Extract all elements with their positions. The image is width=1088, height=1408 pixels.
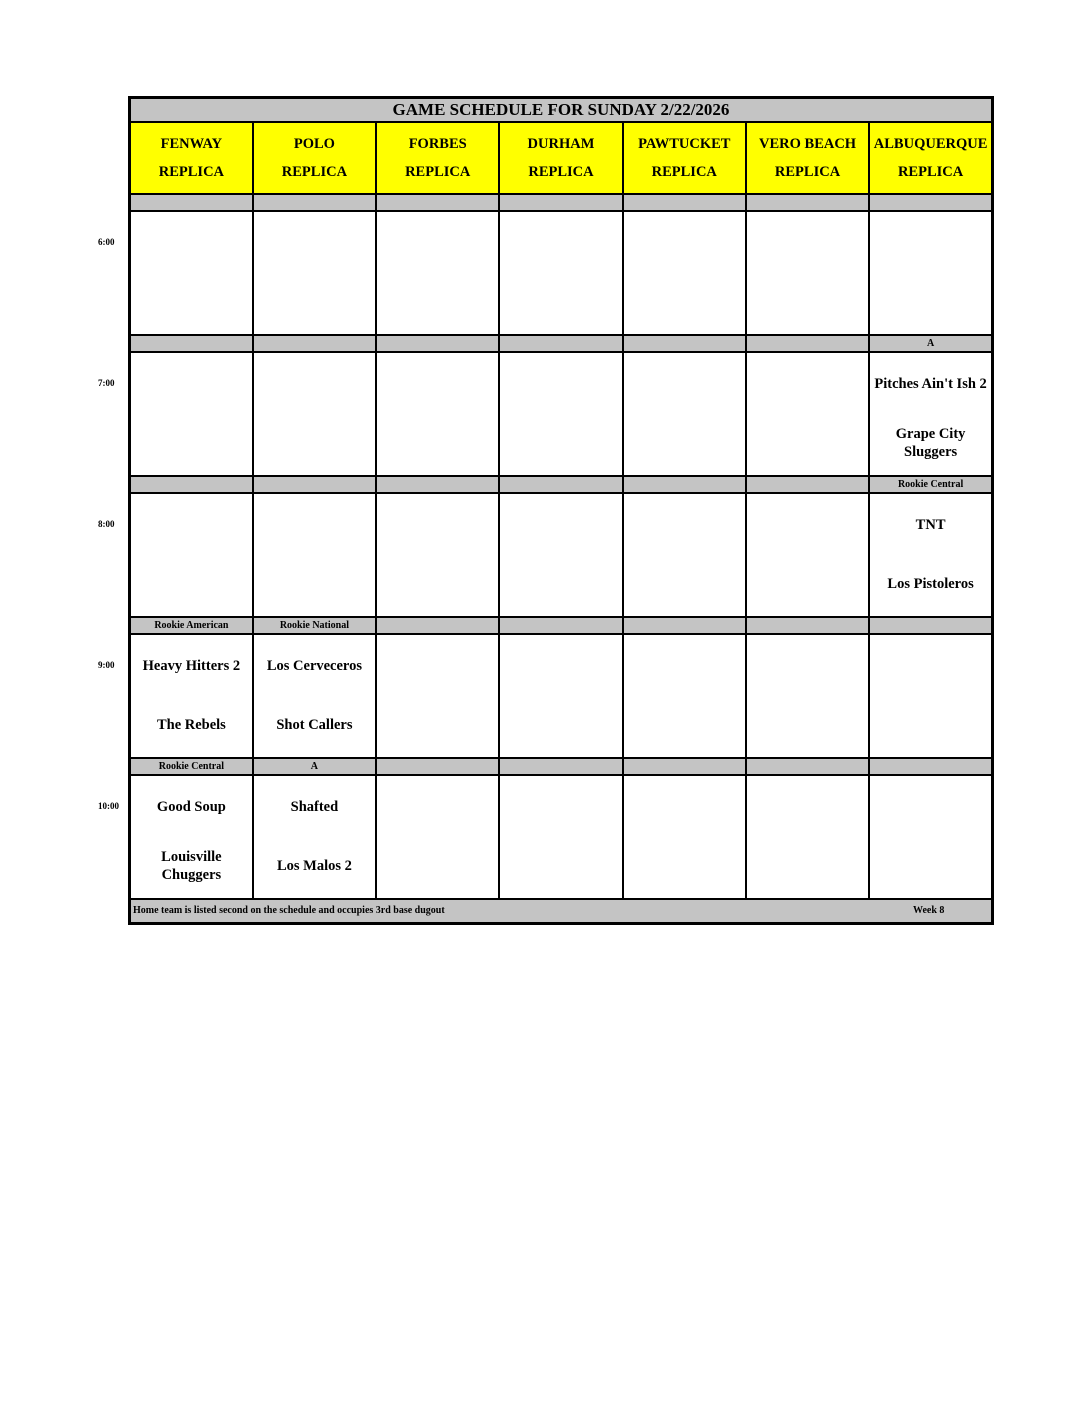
field-subtitle: REPLICA xyxy=(281,164,348,180)
division-label xyxy=(746,758,869,775)
game-cell xyxy=(623,493,746,617)
time-label: 9:00 xyxy=(98,660,115,670)
division-label xyxy=(253,335,376,352)
away-team xyxy=(377,212,498,274)
away-team xyxy=(870,212,991,274)
division-label: A xyxy=(253,758,376,775)
home-team xyxy=(624,556,745,612)
home-team xyxy=(131,556,252,612)
home-team xyxy=(500,274,621,330)
away-team xyxy=(377,635,498,697)
away-team xyxy=(500,353,621,415)
game-cell xyxy=(376,775,499,899)
field-subtitle: REPLICA xyxy=(774,164,841,180)
game-cell xyxy=(869,493,992,617)
field-header-forbes xyxy=(376,122,499,194)
away-team xyxy=(624,353,745,415)
game-cell xyxy=(623,352,746,476)
away-team xyxy=(131,212,252,274)
division-label xyxy=(130,335,253,352)
field-name: POLO xyxy=(293,136,335,152)
time-label: 6:00 xyxy=(98,237,115,247)
away-team: Shafted xyxy=(290,799,339,815)
week-label: Week 8 xyxy=(913,905,945,916)
game-cell xyxy=(130,211,253,335)
game-cell xyxy=(746,211,869,335)
home-team xyxy=(254,274,375,330)
away-team xyxy=(254,494,375,556)
footer-cell xyxy=(130,899,993,924)
game-cell xyxy=(499,775,622,899)
division-label xyxy=(253,476,376,493)
schedule-title: GAME SCHEDULE FOR SUNDAY 2/22/2026 xyxy=(130,98,993,123)
division-row xyxy=(130,476,993,493)
home-team xyxy=(747,415,868,471)
game-cell xyxy=(376,493,499,617)
away-team xyxy=(500,635,621,697)
game-cell xyxy=(499,634,622,758)
division-row xyxy=(130,617,993,634)
game-cell xyxy=(130,634,253,758)
game-cell xyxy=(130,775,253,899)
field-name: FORBES xyxy=(408,136,467,152)
away-team: TNT xyxy=(915,517,946,533)
away-team xyxy=(747,494,868,556)
game-cell xyxy=(869,352,992,476)
spacer-cell xyxy=(253,194,376,211)
field-header-row xyxy=(130,122,993,194)
away-team xyxy=(624,212,745,274)
game-cell xyxy=(499,493,622,617)
time-slot-row-10-00 xyxy=(130,775,993,899)
division-label xyxy=(746,476,869,493)
home-team xyxy=(377,556,498,612)
game-cell xyxy=(623,775,746,899)
home-team: Los Pistoleros xyxy=(887,576,974,592)
game-cell xyxy=(499,211,622,335)
home-team xyxy=(377,274,498,330)
field-name: PAWTUCKET xyxy=(638,136,731,152)
division-label xyxy=(130,476,253,493)
division-label xyxy=(869,758,992,775)
away-team xyxy=(377,494,498,556)
home-team xyxy=(747,838,868,894)
field-subtitle: REPLICA xyxy=(405,164,471,180)
game-cell xyxy=(376,211,499,335)
field-subtitle: REPLICA xyxy=(651,164,717,180)
game-cell xyxy=(253,211,376,335)
away-team xyxy=(254,212,375,274)
home-team xyxy=(624,415,745,471)
field-name: VERO BEACH xyxy=(759,136,857,152)
field-subtitle: REPLICA xyxy=(528,164,594,180)
away-team xyxy=(500,494,621,556)
home-team: The Rebels xyxy=(156,717,226,733)
division-label xyxy=(623,335,746,352)
time-slot-row-7-00 xyxy=(130,352,993,476)
division-label: Rookie Central xyxy=(869,476,992,493)
division-label xyxy=(623,476,746,493)
division-row xyxy=(130,335,993,352)
away-team xyxy=(624,494,745,556)
game-cell xyxy=(623,634,746,758)
home-team: Shot Callers xyxy=(276,717,353,733)
game-cell xyxy=(376,634,499,758)
game-cell xyxy=(869,634,992,758)
time-slot-row-6-00 xyxy=(130,211,993,335)
away-team xyxy=(500,212,621,274)
home-team xyxy=(377,838,498,894)
home-team xyxy=(624,274,745,330)
division-label xyxy=(376,476,499,493)
home-team: Los Malos 2 xyxy=(276,858,352,874)
away-team xyxy=(254,353,375,415)
away-team xyxy=(870,776,991,838)
home-team xyxy=(377,415,498,471)
footer-row xyxy=(130,899,993,924)
away-team: Heavy Hitters 2 xyxy=(142,658,241,674)
division-label: A xyxy=(869,335,992,352)
spacer-cell xyxy=(130,194,253,211)
time-label: 7:00 xyxy=(98,378,115,388)
away-team xyxy=(377,776,498,838)
away-team: Los Cerveceros xyxy=(266,658,362,674)
spacer-cell xyxy=(499,194,622,211)
away-team xyxy=(131,494,252,556)
division-label: Rookie Central xyxy=(130,758,253,775)
field-subtitle: REPLICA xyxy=(158,164,225,180)
home-team xyxy=(624,697,745,753)
away-team xyxy=(747,212,868,274)
home-team xyxy=(500,415,621,471)
game-cell xyxy=(869,775,992,899)
game-cell xyxy=(746,775,869,899)
game-cell xyxy=(746,352,869,476)
spacer-cell xyxy=(869,194,992,211)
field-header-durham xyxy=(499,122,622,194)
schedule-table xyxy=(128,96,994,925)
home-team: Louisville Chuggers xyxy=(161,849,222,883)
home-team xyxy=(500,697,621,753)
division-label xyxy=(499,335,622,352)
away-team xyxy=(500,776,621,838)
division-label xyxy=(376,758,499,775)
home-team xyxy=(747,556,868,612)
home-team xyxy=(500,556,621,612)
home-team xyxy=(131,274,252,330)
away-team xyxy=(377,353,498,415)
game-cell xyxy=(253,634,376,758)
home-team xyxy=(500,838,621,894)
spacer-cell xyxy=(376,194,499,211)
field-header-polo xyxy=(253,122,376,194)
spacer-cell xyxy=(623,194,746,211)
division-label xyxy=(869,617,992,634)
division-label xyxy=(376,335,499,352)
field-header-fenway xyxy=(130,122,253,194)
field-header-vero-beach xyxy=(746,122,869,194)
time-slot-row-9-00 xyxy=(130,634,993,758)
away-team xyxy=(624,635,745,697)
division-label xyxy=(746,335,869,352)
away-team xyxy=(870,635,991,697)
away-team xyxy=(624,776,745,838)
footer-note: Home team is listed second on the schedule and occupies 3rd base dugout xyxy=(133,905,445,916)
game-cell xyxy=(499,352,622,476)
division-label xyxy=(376,617,499,634)
field-header-albuquerque xyxy=(869,122,992,194)
division-label xyxy=(623,617,746,634)
home-team: Grape City Sluggers xyxy=(895,426,966,460)
division-row xyxy=(130,758,993,775)
field-name: ALBUQUERQUE xyxy=(873,136,988,152)
game-cell xyxy=(130,493,253,617)
away-team: Good Soup xyxy=(156,799,226,815)
game-cell xyxy=(746,493,869,617)
division-label: Rookie American xyxy=(130,617,253,634)
time-slot-row-8-00 xyxy=(130,493,993,617)
field-name: DURHAM xyxy=(527,136,595,152)
division-label xyxy=(499,617,622,634)
game-cell xyxy=(130,352,253,476)
division-label xyxy=(623,758,746,775)
home-team xyxy=(747,274,868,330)
away-team xyxy=(747,776,868,838)
home-team xyxy=(870,838,991,894)
home-team xyxy=(624,838,745,894)
away-team xyxy=(131,353,252,415)
home-team xyxy=(747,697,868,753)
game-cell xyxy=(623,211,746,335)
game-cell xyxy=(253,493,376,617)
division-label xyxy=(499,758,622,775)
time-label: 10:00 xyxy=(98,801,119,811)
home-team xyxy=(377,697,498,753)
spacer-row xyxy=(130,194,993,211)
division-label: Rookie National xyxy=(253,617,376,634)
game-cell xyxy=(869,211,992,335)
away-team xyxy=(747,353,868,415)
home-team xyxy=(870,274,991,330)
game-cell xyxy=(253,352,376,476)
home-team xyxy=(131,415,252,471)
time-label: 8:00 xyxy=(98,519,115,529)
away-team: Pitches Ain't Ish 2 xyxy=(874,376,987,392)
spacer-cell xyxy=(746,194,869,211)
home-team xyxy=(254,556,375,612)
home-team xyxy=(870,697,991,753)
game-cell xyxy=(253,775,376,899)
field-name: FENWAY xyxy=(160,136,223,152)
away-team xyxy=(747,635,868,697)
game-cell xyxy=(746,634,869,758)
division-label xyxy=(499,476,622,493)
division-label xyxy=(746,617,869,634)
game-cell xyxy=(376,352,499,476)
field-header-pawtucket xyxy=(623,122,746,194)
home-team xyxy=(254,415,375,471)
field-subtitle: REPLICA xyxy=(897,164,964,180)
title-row xyxy=(130,98,993,123)
